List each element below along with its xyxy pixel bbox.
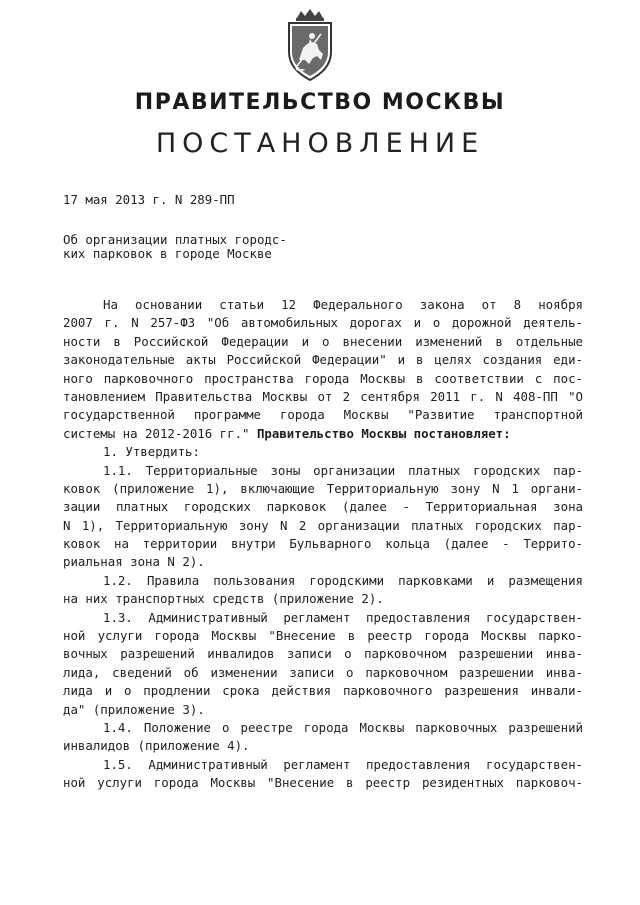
body-line: лида, сведений об изменении записи о парковочном разрешении инва- [63,664,583,680]
body-line: риальная зона N 2). [63,554,205,570]
body-line: ковок (приложение 1), включающие Территориальную зону N 1 органи- [63,480,583,496]
document-type-title: ПОСТАНОВЛЕНИЕ [155,128,485,159]
body-line: вочных разрешений инвалидов записи о парковочном разрешении инва- [63,646,583,662]
body-text: системы на 2012-2016 гг." [63,425,250,441]
body-line: ной услуги города Москвы "Внесение в реестр резидентных парковоч- [63,775,583,791]
body-line: 1.5. Административный регламент предоставления государствен- [103,756,583,772]
body-line: N 1), Территориальную зону N 2 организации платных городских пар- [63,517,583,533]
body-line: 1.1. Территориальные зоны организации платных городских пар- [103,462,583,478]
body-line: государственной программе города Москвы "Развитие транспортной [63,407,583,423]
body-line: законодательные акты Российской Федерации" и в целях создания еди- [63,352,583,368]
date-and-number: 17 мая 2013 г. N 289-ПП [63,192,235,207]
body-line: лида и о продлении срока действия парковочного разрешения инвали- [63,683,583,699]
body-line [63,425,583,443]
body-line: 1.4. Положение о реестре города Москвы парковочных разрешений [103,719,583,735]
body-line: инвалидов (приложение 4). [63,738,250,754]
body-line: 1.2. Правила пользования городскими парковками и размещения [103,572,583,588]
body-line: 1.3. Административный регламент предоставления государствен- [103,609,583,625]
body-line: ной услуги города Москвы "Внесение в реестр города Москвы парко- [63,628,583,644]
subject-line: ких парковок в городе Москве [63,246,272,261]
body-line: ного парковочного пространства города Москвы в соответствии с пос- [63,370,583,386]
body-line: 1. Утвердить: [103,444,200,460]
body-line: зации платных городских парковок (далее - Территориальная зона [63,499,583,515]
body-line: ковок на территории внутри Бульварного кольца (далее - Террито- [63,536,583,552]
body-line: на них транспортных средств (приложение 2). [63,591,384,607]
moscow-coat-of-arms-icon [279,8,341,82]
body-line: 2007 г. N 257-ФЗ "Об автомобильных дорогах и о дорожной деятель- [63,315,583,331]
organization-title: ПРАВИТЕЛЬСТВО МОСКВЫ [134,90,506,115]
document-subject [63,233,287,261]
subject-line: Об организации платных городс- [63,232,287,247]
body-line: На основании статьи 12 Федерального закона от 8 ноября [103,297,583,312]
body-line: тановлением Правительства Москвы от 2 сентября 2011 г. N 408-ПП "О [63,388,583,404]
body-line: да" (приложение 3). [63,701,205,717]
body-line: ности в Российской Федерации и о внесении изменений в отдельные [63,333,583,349]
document-body [63,296,583,793]
resolution-phrase: Правительство Москвы постановляет: [256,425,511,441]
